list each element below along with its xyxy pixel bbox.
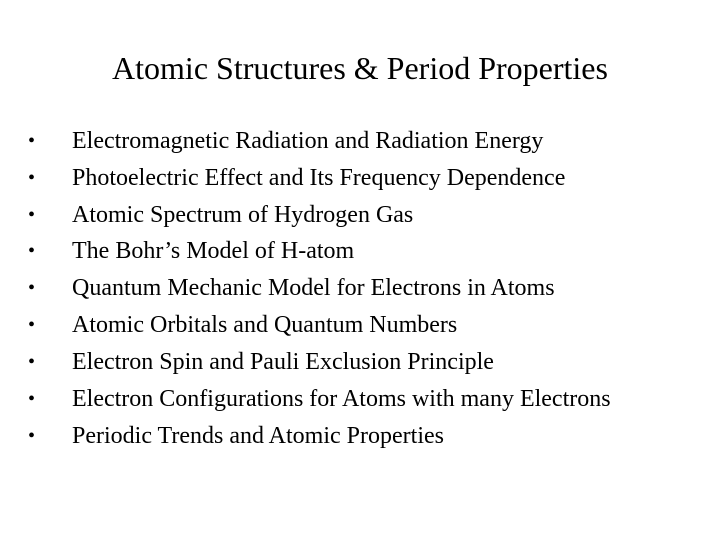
bullet-icon: • [28, 387, 36, 410]
bullet-item-bohr-model [28, 237, 698, 265]
bullet-icon: • [28, 425, 36, 448]
bullet-item-photoelectric-effect [28, 164, 698, 192]
bullet-icon: • [28, 240, 36, 263]
bullet-icon: • [28, 203, 36, 226]
bullet-item-atomic-orbitals [28, 311, 698, 339]
bullet-item-hydrogen-spectrum [28, 201, 698, 229]
bullet-label: Periodic Trends and Atomic Properties [72, 423, 444, 450]
bullet-label: Quantum Mechanic Model for Electrons in Atoms [72, 275, 555, 302]
bullet-label: Photoelectric Effect and Its Frequency Dependence [72, 164, 566, 191]
slide-title: Atomic Structures & Period Properties [112, 50, 608, 86]
bullet-item-electromagnetic-radiation [28, 127, 698, 155]
bullet-icon: • [28, 130, 36, 152]
bullet-item-electron-configurations [28, 385, 698, 413]
bullet-icon: • [28, 166, 36, 189]
bullet-icon: • [28, 277, 36, 300]
bullet-label: Electron Spin and Pauli Exclusion Principle [72, 348, 494, 375]
bullet-label: Atomic Orbitals and Quantum Numbers [72, 311, 458, 338]
bullet-item-quantum-mechanic-model [28, 274, 698, 302]
bullet-label: Atomic Spectrum of Hydrogen Gas [72, 201, 414, 228]
bullet-item-electron-spin [28, 348, 698, 376]
bullet-label: The Bohr’s Model of H-atom [72, 238, 355, 265]
bullet-item-periodic-trends [28, 422, 698, 450]
bullet-label: Electron Configurations for Atoms with many Electrons [72, 385, 611, 412]
bullet-list [28, 127, 698, 459]
bullet-label: Electromagnetic Radiation and Radiation Energy [72, 128, 544, 154]
bullet-icon: • [28, 350, 36, 373]
bullet-icon: • [28, 313, 36, 336]
